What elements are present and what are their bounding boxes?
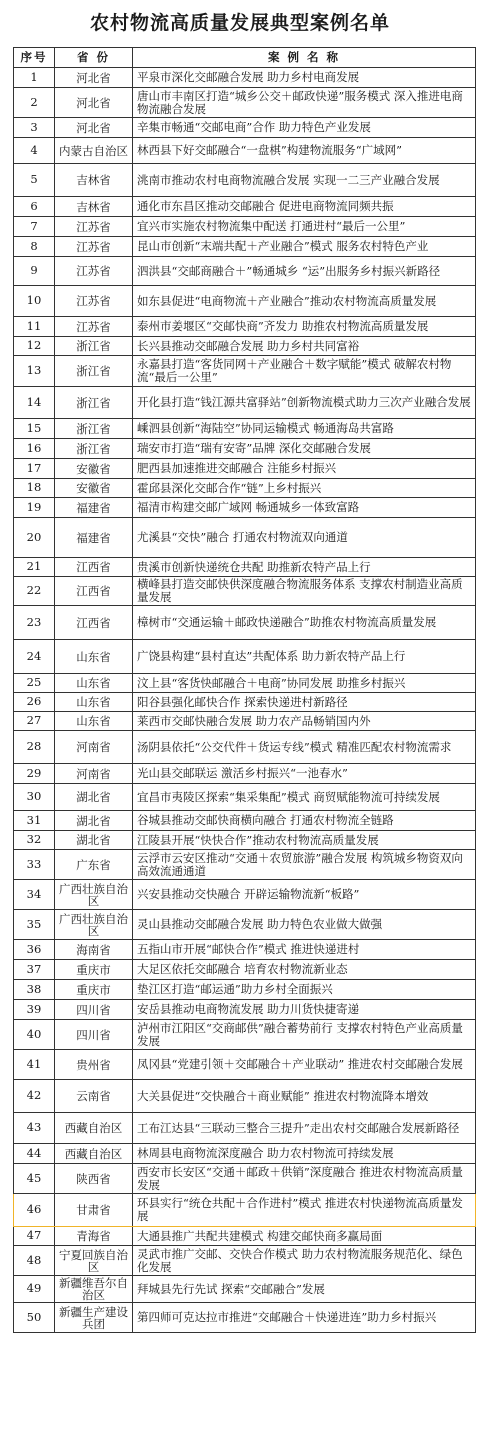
row-index: 37 [14, 960, 55, 980]
row-case-name: 工布江达县“三联动三整合三提升”走出农村交邮融合发展新路径 [133, 1113, 476, 1144]
table-row [14, 1303, 476, 1333]
row-case-name: 樟树市“交通运输＋邮政快递融合”助推农村物流高质量发展 [133, 606, 476, 640]
row-province: 陕西省 [55, 1164, 133, 1194]
row-case-name: 尤溪县“交快”融合 打通农村物流双向通道 [133, 518, 476, 558]
row-index: 33 [14, 850, 55, 880]
table-row [14, 164, 476, 197]
row-index: 15 [14, 419, 55, 439]
row-province: 安徽省 [55, 479, 133, 498]
row-province: 江西省 [55, 577, 133, 606]
row-province: 湖北省 [55, 831, 133, 850]
row-case-name: 灵武市推广交邮、交快合作模式 助力农村物流服务规范化、绿色化发展 [133, 1246, 476, 1276]
row-province: 浙江省 [55, 356, 133, 387]
table-row [14, 558, 476, 577]
row-province: 江西省 [55, 558, 133, 577]
row-index: 5 [14, 164, 55, 197]
table-row [14, 606, 476, 640]
table-row [14, 1050, 476, 1080]
row-index: 17 [14, 459, 55, 479]
row-case-name: 汶上县“客货快邮融合＋电商”协同发展 助推乡村振兴 [133, 674, 476, 693]
row-index: 36 [14, 940, 55, 960]
table-row [14, 1227, 476, 1246]
row-province: 内蒙古自治区 [55, 138, 133, 164]
row-case-name: 宜兴市实施农村物流集中配送 打通进村“最后一公里” [133, 217, 476, 237]
row-case-name: 江陵县开展“快快合作”推动农村物流高质量发展 [133, 831, 476, 850]
row-province: 河北省 [55, 118, 133, 138]
table-row [14, 317, 476, 337]
row-province: 海南省 [55, 940, 133, 960]
table-row [14, 88, 476, 118]
table-row [14, 217, 476, 237]
table-row [14, 1000, 476, 1020]
row-province: 吉林省 [55, 197, 133, 217]
row-case-name: 林周县电商物流深度融合 助力农村物流可持续发展 [133, 1144, 476, 1164]
table-row [14, 518, 476, 558]
row-case-name: 洮南市推动农村电商物流融合发展 实现一二三产业融合发展 [133, 164, 476, 197]
table-row [14, 237, 476, 257]
row-province: 宁夏回族自治区 [55, 1246, 133, 1276]
row-index: 44 [14, 1144, 55, 1164]
row-index: 47 [14, 1227, 55, 1246]
row-index: 14 [14, 387, 55, 419]
row-index: 3 [14, 118, 55, 138]
row-index: 34 [14, 880, 55, 910]
row-province: 河北省 [55, 68, 133, 88]
table-row [14, 980, 476, 1000]
row-case-name: 唐山市丰南区打造“城乡公交＋邮政快递”服务模式 深入推进电商物流融合发展 [133, 88, 476, 118]
row-index: 30 [14, 784, 55, 811]
row-case-name: 霍邱县深化交邮合作“链”上乡村振兴 [133, 479, 476, 498]
row-province: 湖北省 [55, 811, 133, 831]
row-index: 22 [14, 577, 55, 606]
row-case-name: 环县实行“统仓共配＋合作进村”模式 推进农村快递物流高质量发展 [133, 1194, 476, 1227]
row-index: 43 [14, 1113, 55, 1144]
table-row [14, 1113, 476, 1144]
table-row [14, 1080, 476, 1113]
row-case-name: 宜昌市夷陵区探索“集采集配”模式 商贸赋能物流可持续发展 [133, 784, 476, 811]
row-index: 11 [14, 317, 55, 337]
row-index: 7 [14, 217, 55, 237]
row-case-name: 阳谷县强化邮快合作 探索快递进村新路径 [133, 693, 476, 712]
row-index: 1 [14, 68, 55, 88]
row-case-name: 第四师可克达拉市推进“交邮融合＋快递进连”助力乡村振兴 [133, 1303, 476, 1333]
row-case-name: 林西县下好交邮融合“一盘棋”构建物流服务“广域网” [133, 138, 476, 164]
row-province: 四川省 [55, 1000, 133, 1020]
table-row [14, 387, 476, 419]
row-case-name: 横峰县打造交邮快供深度融合物流服务体系 支撑农村制造业高质量发展 [133, 577, 476, 606]
row-index: 29 [14, 764, 55, 784]
table-row [14, 138, 476, 164]
row-case-name: 泗洪县“交邮商融合＋”畅通城乡 “运”出服务乡村振兴新路径 [133, 257, 476, 286]
row-province: 江西省 [55, 606, 133, 640]
row-case-name: 拜城县先行先试 探索“交邮融合”发展 [133, 1276, 476, 1303]
row-case-name: 西安市长安区“交通＋邮政＋供销”深度融合 推进农村物流高质量发展 [133, 1164, 476, 1194]
row-index: 2 [14, 88, 55, 118]
row-index: 16 [14, 439, 55, 459]
row-index: 31 [14, 811, 55, 831]
row-index: 13 [14, 356, 55, 387]
table-row [14, 459, 476, 479]
row-case-name: 五指山市开展“邮快合作”模式 推进快递进村 [133, 940, 476, 960]
table-row [14, 940, 476, 960]
table-row [14, 1246, 476, 1276]
table-row [14, 1020, 476, 1050]
table-row [14, 1164, 476, 1194]
row-case-name: 大足区依托交邮融合 培育农村物流新业态 [133, 960, 476, 980]
row-index: 50 [14, 1303, 55, 1333]
row-province: 浙江省 [55, 387, 133, 419]
table-row [14, 419, 476, 439]
table-row [14, 68, 476, 88]
header-case-name: 案 例 名 称 [133, 48, 476, 68]
row-case-name: 光山县交邮联运 激活乡村振兴“一池春水” [133, 764, 476, 784]
row-province: 山东省 [55, 712, 133, 731]
row-index: 38 [14, 980, 55, 1000]
row-case-name: 灵山县推动交邮融合发展 助力特色农业做大做强 [133, 910, 476, 940]
table-row [14, 577, 476, 606]
table-row [14, 731, 476, 764]
row-province: 江苏省 [55, 257, 133, 286]
row-province: 新疆维吾尔自治区 [55, 1276, 133, 1303]
row-case-name: 辛集市畅通“交邮电商”合作 助力特色产业发展 [133, 118, 476, 138]
table-row [14, 831, 476, 850]
table-row [14, 118, 476, 138]
row-province: 江苏省 [55, 237, 133, 257]
row-province: 广东省 [55, 850, 133, 880]
table-row [14, 960, 476, 980]
row-province: 安徽省 [55, 459, 133, 479]
row-index: 40 [14, 1020, 55, 1050]
row-index: 9 [14, 257, 55, 286]
row-index: 27 [14, 712, 55, 731]
row-province: 山东省 [55, 693, 133, 712]
row-province: 河南省 [55, 764, 133, 784]
row-index: 39 [14, 1000, 55, 1020]
table-row [14, 439, 476, 459]
row-index: 32 [14, 831, 55, 850]
row-case-name: 瑞安市打造“瑞有安寄”品牌 深化交邮融合发展 [133, 439, 476, 459]
page-title: 农村物流高质量发展典型案例名单 [89, 12, 390, 34]
row-case-name: 凤冈县“党建引领＋交邮融合＋产业联动” 推进农村交邮融合发展 [133, 1050, 476, 1080]
row-index: 21 [14, 558, 55, 577]
row-index: 41 [14, 1050, 55, 1080]
row-case-name: 泸州市江阳区“交商邮供”融合蓄势前行 支撑农村特色产业高质量发展 [133, 1020, 476, 1050]
table-row [14, 1194, 476, 1227]
row-province: 甘肃省 [55, 1194, 133, 1227]
row-province: 新疆生产建设兵团 [55, 1303, 133, 1333]
table-row [14, 1276, 476, 1303]
row-index: 42 [14, 1080, 55, 1113]
row-province: 云南省 [55, 1080, 133, 1113]
row-province: 吉林省 [55, 164, 133, 197]
case-list-table [13, 47, 476, 1333]
row-index: 25 [14, 674, 55, 693]
row-case-name: 谷城县推动交邮快商横向融合 打通农村物流全链路 [133, 811, 476, 831]
row-case-name: 肥西县加速推进交邮融合 注能乡村振兴 [133, 459, 476, 479]
row-province: 浙江省 [55, 337, 133, 356]
row-case-name: 大通县推广共配共建模式 构建交邮快商多赢局面 [133, 1227, 476, 1246]
row-index: 20 [14, 518, 55, 558]
table-row [14, 498, 476, 518]
row-province: 重庆市 [55, 960, 133, 980]
row-index: 4 [14, 138, 55, 164]
row-index: 24 [14, 640, 55, 674]
row-index: 12 [14, 337, 55, 356]
table-row [14, 197, 476, 217]
row-province: 广西壮族自治区 [55, 910, 133, 940]
table-row [14, 811, 476, 831]
row-province: 河北省 [55, 88, 133, 118]
row-province: 江苏省 [55, 286, 133, 317]
row-province: 浙江省 [55, 419, 133, 439]
row-province: 广西壮族自治区 [55, 880, 133, 910]
row-case-name: 开化县打造“钱江源共富驿站”创新物流模式助力三次产业融合发展 [133, 387, 476, 419]
row-province: 江苏省 [55, 317, 133, 337]
row-case-name: 平泉市深化交邮融合发展 助力乡村电商发展 [133, 68, 476, 88]
row-province: 重庆市 [55, 980, 133, 1000]
row-province: 山东省 [55, 640, 133, 674]
row-case-name: 永嘉县打造“客货同网＋产业融合＋数字赋能”模式 破解农村物流“最后一公里” [133, 356, 476, 387]
table-row [14, 712, 476, 731]
row-case-name: 兴安县推动交快融合 开辟运输物流新“板路” [133, 880, 476, 910]
table-row [14, 1144, 476, 1164]
row-index: 49 [14, 1276, 55, 1303]
row-case-name: 长兴县推动交邮融合发展 助力乡村共同富裕 [133, 337, 476, 356]
table-row [14, 910, 476, 940]
table-row [14, 286, 476, 317]
row-province: 福建省 [55, 498, 133, 518]
row-province: 西藏自治区 [55, 1113, 133, 1144]
header-index: 序号 [14, 48, 55, 68]
row-index: 35 [14, 910, 55, 940]
row-case-name: 云浮市云安区推动“交通＋农贸旅游”融合发展 构筑城乡物资双向高效流通通道 [133, 850, 476, 880]
row-province: 四川省 [55, 1020, 133, 1050]
table-row [14, 674, 476, 693]
row-case-name: 如东县促进“电商物流＋产业融合”推动农村物流高质量发展 [133, 286, 476, 317]
row-index: 6 [14, 197, 55, 217]
row-province: 山东省 [55, 674, 133, 693]
row-index: 26 [14, 693, 55, 712]
row-case-name: 汤阴县依托“公交代件＋货运专线”模式 精准匹配农村物流需求 [133, 731, 476, 764]
row-province: 江苏省 [55, 217, 133, 237]
row-case-name: 福清市构建交邮广域网 畅通城乡一体致富路 [133, 498, 476, 518]
row-province: 湖北省 [55, 784, 133, 811]
table-row [14, 337, 476, 356]
row-index: 28 [14, 731, 55, 764]
row-index: 23 [14, 606, 55, 640]
header-province: 省 份 [55, 48, 133, 68]
table-header-row [14, 48, 476, 68]
row-index: 19 [14, 498, 55, 518]
row-case-name: 莱西市交邮快融合发展 助力农产品畅销国内外 [133, 712, 476, 731]
row-index: 48 [14, 1246, 55, 1276]
table-row [14, 640, 476, 674]
row-index: 46 [14, 1194, 55, 1227]
row-case-name: 通化市东昌区推动交邮融合 促进电商物流同频共振 [133, 197, 476, 217]
table-row [14, 356, 476, 387]
row-province: 浙江省 [55, 439, 133, 459]
row-province: 河南省 [55, 731, 133, 764]
table-row [14, 880, 476, 910]
row-case-name: 安岳县推动电商物流发展 助力川货快捷寄递 [133, 1000, 476, 1020]
row-case-name: 广饶县构建“县村直达”共配体系 助力新农特产品上行 [133, 640, 476, 674]
row-case-name: 昆山市创新“末端共配＋产业融合”模式 服务农村特色产业 [133, 237, 476, 257]
table-row [14, 784, 476, 811]
table-row [14, 850, 476, 880]
row-province: 西藏自治区 [55, 1144, 133, 1164]
row-case-name: 贵溪市创新快递统仓共配 助推新农特产品上行 [133, 558, 476, 577]
row-case-name: 嵊泗县创新“海陆空”协同运输模式 畅通海岛共富路 [133, 419, 476, 439]
row-case-name: 垫江区打造“邮运通”助力乡村全面振兴 [133, 980, 476, 1000]
row-case-name: 大关县促进“交快融合＋商业赋能” 推进农村物流降本增效 [133, 1080, 476, 1113]
table-row [14, 693, 476, 712]
row-province: 青海省 [55, 1227, 133, 1246]
row-index: 10 [14, 286, 55, 317]
row-index: 18 [14, 479, 55, 498]
table-row [14, 479, 476, 498]
table-row [14, 764, 476, 784]
row-province: 福建省 [55, 518, 133, 558]
row-index: 8 [14, 237, 55, 257]
table-row [14, 257, 476, 286]
row-index: 45 [14, 1164, 55, 1194]
row-province: 贵州省 [55, 1050, 133, 1080]
row-case-name: 泰州市姜堰区“交邮快商”齐发力 助推农村物流高质量发展 [133, 317, 476, 337]
